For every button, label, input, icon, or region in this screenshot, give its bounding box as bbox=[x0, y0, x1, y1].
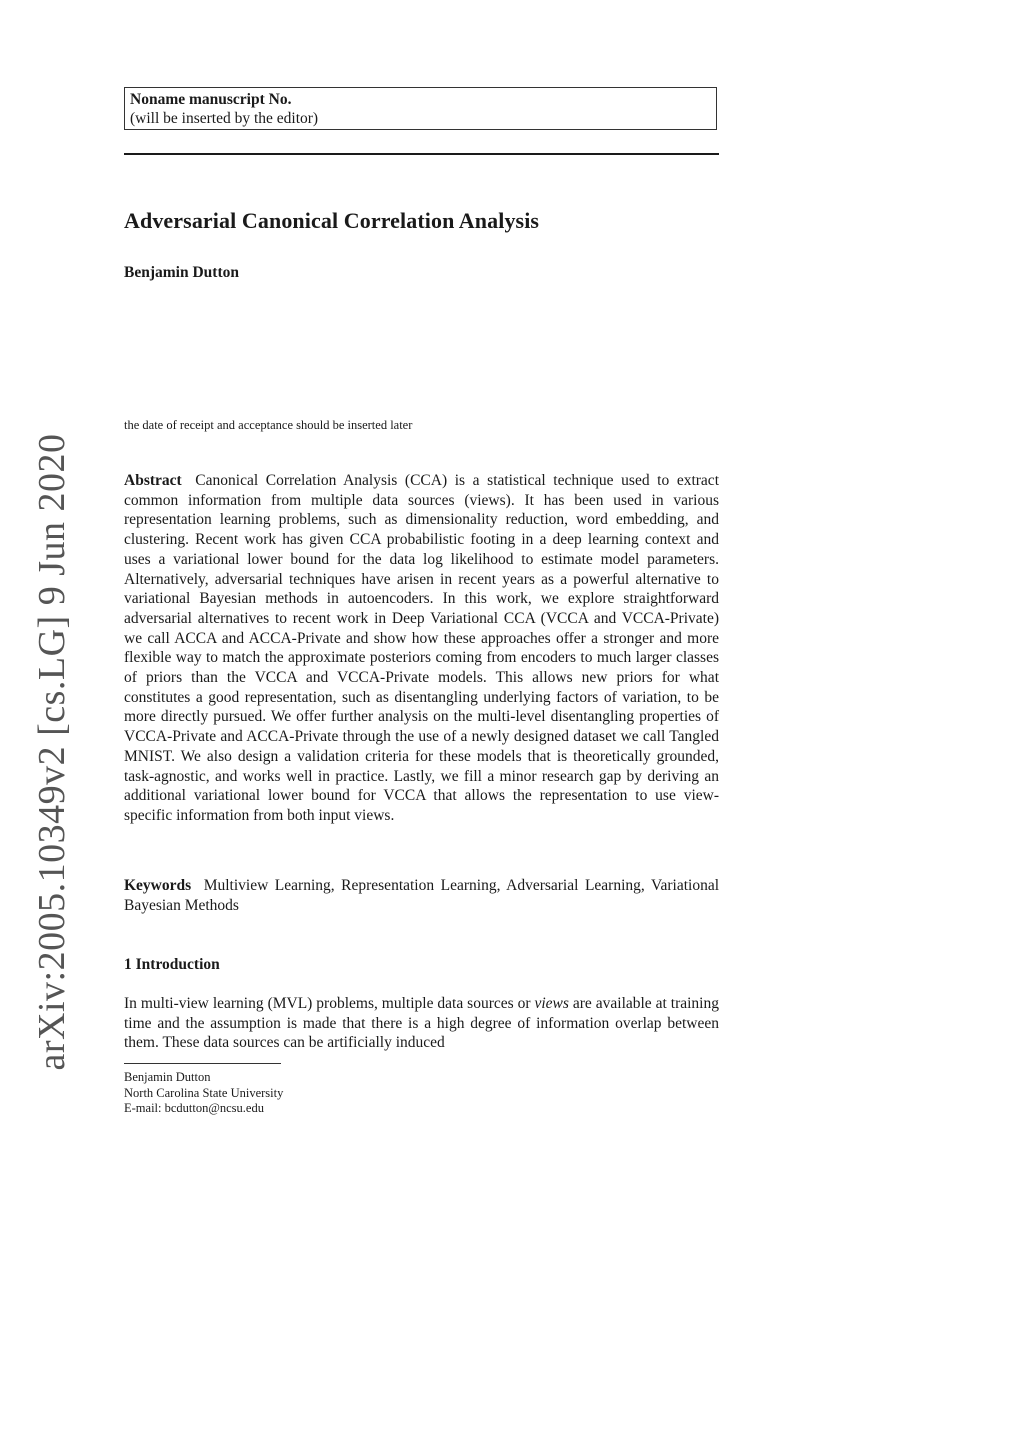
keywords-text: Multiview Learning, Representation Learning, Adversarial Learning, Variational Bayesian Methods bbox=[124, 877, 720, 914]
paper-title: Adversarial Canonical Correlation Analysis bbox=[124, 208, 540, 233]
introduction-paragraph bbox=[124, 994, 719, 1053]
manuscript-number-label: Noname manuscript No. bbox=[130, 91, 292, 108]
footnote-name: Benjamin Dutton bbox=[124, 1070, 211, 1084]
intro-emphasis: views bbox=[534, 995, 569, 1012]
abstract-label: Abstract bbox=[124, 472, 182, 489]
arxiv-sidebar-stamp: arXiv:2005.10349v2 [cs.LG] 9 Jun 2020 bbox=[31, 433, 73, 1071]
keywords bbox=[124, 876, 719, 915]
intro-text-before: In multi-view learning (MVL) problems, multiple data sources or bbox=[124, 995, 531, 1012]
footnote-affiliation: North Carolina State University bbox=[124, 1085, 284, 1100]
intro-text-after: are available at training time and the assumption is made that there is a high degree of information overlap between them. These data sources can be artificially induced bbox=[124, 995, 719, 1052]
footnote-rule bbox=[124, 1063, 281, 1064]
footnote-email: E-mail: bcdutton@ncsu.edu bbox=[124, 1101, 264, 1115]
author-footnote bbox=[124, 1070, 283, 1117]
abstract-text: Canonical Correlation Analysis (CCA) is a statistical technique used to extract common information from multiple data sources (views). It has been used in various representation learning problems, such as dimensionality reduction, word embedding, and clustering. Recent work has given CCA probabilistic footing in a deep learning context and uses a variational lower bound for the data log likelihood to estimate model parameters. Alternatively, adversarial techniques have arisen in recent years as a powerful alternative to variational Bayesian methods in autoencoders. In this work, we explore straightforward adversarial alternatives to recent work in Deep Variational CCA (VCCA and VCCA-Private) we call ACCA and ACCA-Private and show how these approaches offer a stronger and more flexible way to match the approximate posteriors coming from encoders to much larger classes of priors than the VCCA and VCCA-Private models. This allows new priors for what constitutes a good representation, such as disentangling underlying factors of variation, to be more directly pursued. We offer further analysis on the multi-level disentangling properties of VCCA-Private and ACCA-Private through the use of a newly designed dataset we call Tangled MNIST. We also design a validation criteria for these models that is theoretically grounded, task-agnostic, and works well in practice. Lastly, we fill a minor research gap by deriving an additional variational lower bound for VCCA that allows the representation to use view-specific information from both input views. bbox=[124, 472, 719, 824]
editor-info-box bbox=[124, 87, 717, 130]
receipt-dates: the date of receipt and acceptance should be inserted later bbox=[124, 418, 413, 432]
section-heading-introduction: 1 Introduction bbox=[124, 956, 220, 973]
paper-author: Benjamin Dutton bbox=[124, 264, 239, 281]
keywords-label: Keywords bbox=[124, 877, 192, 894]
abstract bbox=[124, 471, 719, 826]
editor-note: (will be inserted by the editor) bbox=[130, 110, 319, 127]
header-rule bbox=[124, 153, 719, 155]
